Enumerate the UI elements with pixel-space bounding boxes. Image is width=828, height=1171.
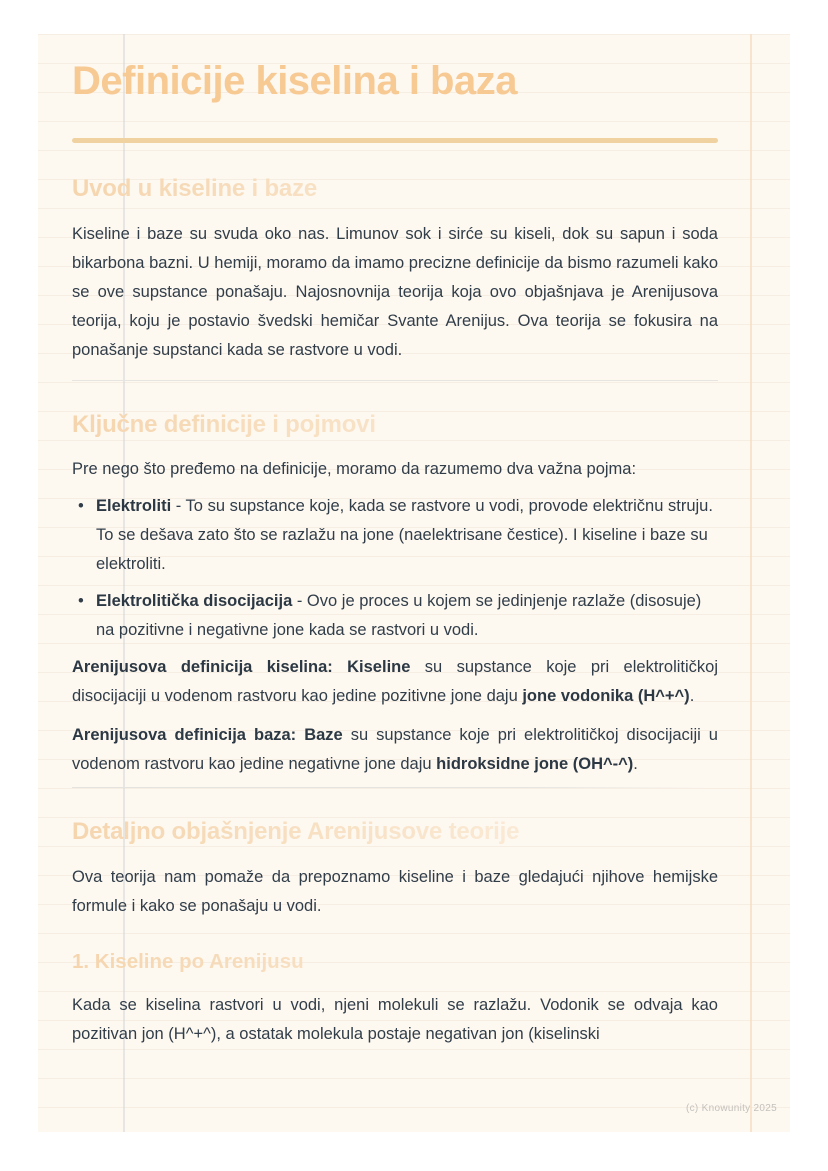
- theory-paragraph: Ova teorija nam pomaže da prepoznamo kiseline i baze gledajući njihove hemijske formule i kako se ponašaju u vodi.: [72, 868, 718, 915]
- subsection-heading-kiseline: 1. Kiseline po Arenijusu: [72, 948, 718, 975]
- base-definition-paragraph: [72, 721, 718, 779]
- document-page: [38, 34, 790, 1132]
- section-heading-definicije: Ključne definicije i pojmovi: [72, 410, 718, 440]
- title-underline-rule: [72, 138, 718, 143]
- bullet-list: [72, 492, 718, 645]
- definitions-intro-paragraph: Pre nego što pređemo na definicije, moramo da razumemo dva važna pojma:: [72, 460, 637, 478]
- base-definition-lead: Arenijusova definicija baza: Baze: [72, 726, 343, 744]
- bullet-text: - To su supstance koje, kada se rastvore u vodi, provode električnu struju. To se dešava zato što se razlažu na jone (naelektrisane čestice). I kiseline i baze su elektroliti.: [96, 497, 713, 573]
- section-heading-uvod: Uvod u kiseline i baze: [72, 174, 718, 204]
- acid-definition-middle: su supstance koje pri elektrolitičkoj disocijaciji u vodenom rastvoru kao jedine pozitivne jone daju: [72, 658, 719, 705]
- bullet-term: Elektroliti: [96, 497, 172, 515]
- bullet-item-elektroliti: [72, 492, 718, 579]
- page-title: Definicije kiselina i baza: [72, 59, 517, 103]
- document-content: [38, 34, 790, 1049]
- section-heading-detaljno: Detaljno objašnjenje Arenijusove teorije: [72, 817, 718, 847]
- base-definition-strong-tail: hidroksidne jone (OH^-^): [436, 755, 634, 773]
- bullet-term: Elektrolitička disocijacija: [96, 592, 293, 610]
- acid-definition-end: .: [689, 687, 695, 705]
- base-definition-end: .: [633, 755, 638, 773]
- bullet-text: - Ovo je proces u kojem se jedinjenje razlaže (disosuje) na pozitivne i negativne jone kada se rastvori u vodi.: [96, 592, 702, 639]
- base-definition-middle: su supstance koje pri elektrolitičkoj disocijaciji u vodenom rastvoru kao jedine negativne jone daju: [72, 726, 718, 773]
- section-divider-1: [72, 380, 718, 381]
- acids-arrhenius-paragraph: Kada se kiselina rastvori u vodi, njeni molekuli se razlažu. Vodonik se odvaja kao pozitivan jon (H^+^), a ostatak molekula postaje negativan jon (kiselinski: [72, 996, 718, 1043]
- copyright-watermark: (c) Knowunity 2025: [686, 1103, 778, 1114]
- acid-definition-lead: Arenijusova definicija kiselina: Kiseline: [72, 658, 411, 676]
- bullet-item-disocijacija: [72, 587, 718, 645]
- acid-definition-paragraph: [72, 653, 718, 711]
- acid-definition-strong-tail: jone vodonika (H^+^): [522, 687, 690, 705]
- section-divider-2: [72, 787, 718, 788]
- intro-paragraph: Kiseline i baze su svuda oko nas. Limunov sok i sirće su kiseli, dok su sapun i soda bikarbona bazni. U hemiji, moramo da imamo precizne definicije da bismo razumeli kako se ove supstance ponašaju. Najosnovnija teorija koja ovo objašnjava je Arenijusova teorija, koju je postavio švedski hemičar Svante Arenijus. Ova teorija se fokusira na ponašanje supstanci kada se rastvore u vodi.: [72, 225, 718, 359]
